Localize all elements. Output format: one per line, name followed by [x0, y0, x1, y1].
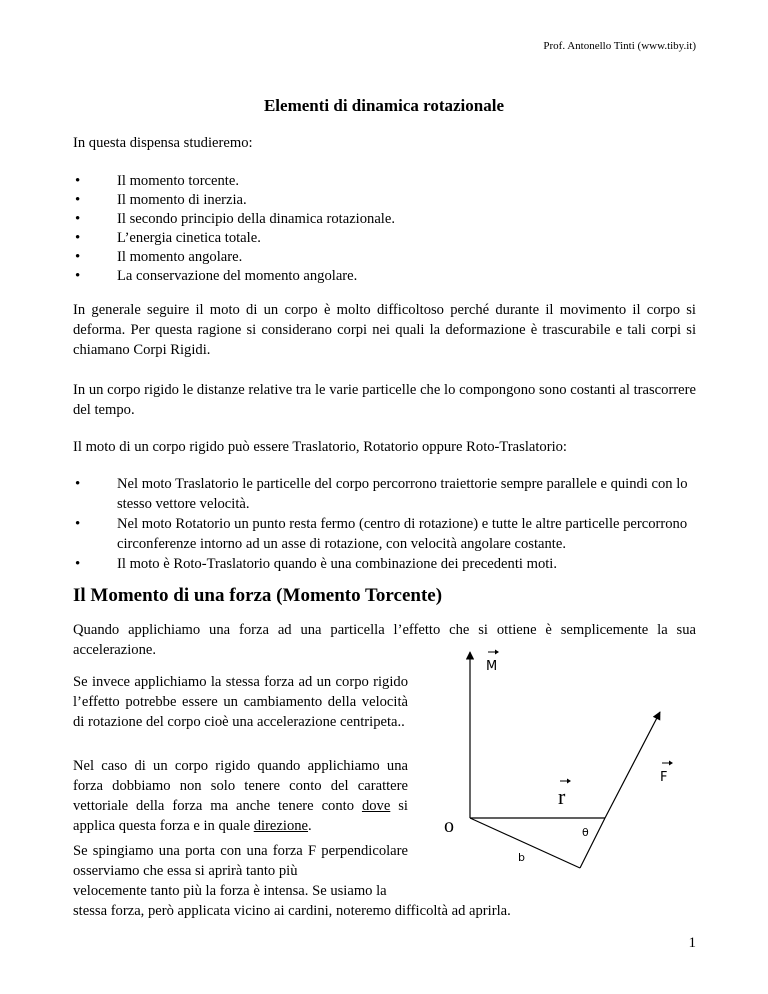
- topic-item: • L’energia cinetica totale.: [73, 229, 696, 248]
- paragraph-text: si applica questa forza e in quale: [73, 798, 408, 834]
- label-origin-O: o: [444, 815, 454, 837]
- section-title: Il Momento di una forza (Momento Torcente): [73, 585, 443, 606]
- section-paragraph-4-line-2: velocemente tanto più la forza è intensa. Se usiamo la: [73, 883, 387, 899]
- topic-item: • Il momento torcente.: [73, 172, 696, 191]
- vector-arrow-mark-F-head: [669, 761, 673, 766]
- rigid-definition-paragraph: In un corpo rigido le distanze relative tra le varie particelle che lo compongono sono costanti al trascorrere del tempo.: [73, 382, 696, 418]
- underlined-word-direzione: direzione: [253, 818, 309, 834]
- vector-arrow-mark-M-head: [495, 650, 499, 655]
- topic-item: • Il momento di inerzia.: [73, 191, 696, 210]
- section-paragraph-4-line-1: Se spingiamo una porta con una forza F perpendicolare osserviamo che essa si aprirà tanto più: [73, 843, 408, 879]
- topic-item: • Il momento angolare.: [73, 248, 696, 267]
- torque-vector-diagram: [440, 640, 710, 900]
- page-number: 1: [688, 935, 696, 951]
- document-title: Elementi di dinamica rotazionale: [263, 96, 505, 115]
- force-vector-line: [605, 712, 660, 818]
- vector-arrow-mark-r-head: [567, 779, 571, 784]
- section-paragraph-4-line-3: stessa forza, però applicata vicino ai cardini, noteremo difficoltà ad aprirla.: [73, 903, 511, 919]
- header-author-note: Prof. Antonello Tinti (www.tiby.it): [543, 40, 696, 52]
- motion-item-traslatorio: • Nel moto Traslatorio le particelle del corpo percorrono traiettorie sempre parallele e quindi con lo stesso vettore velocità.: [73, 474, 696, 514]
- intro-text: In questa dispensa studieremo:: [73, 135, 253, 151]
- lever-arm-line: [470, 818, 580, 868]
- motion-item-rototraslatorio: • Il moto è Roto-Traslatorio quando è una combinazione dei precedenti moti.: [73, 554, 696, 574]
- label-M: M: [486, 659, 498, 674]
- label-r: r: [558, 784, 566, 809]
- motion-types-paragraph: Il moto di un corpo rigido può essere Traslatorio, Rotatorio oppure Roto-Traslatorio:: [73, 439, 567, 455]
- underlined-word-dove: dove: [361, 798, 391, 814]
- motion-item-rotatorio: • Nel moto Rotatorio un punto resta fermo (centro di rotazione) e tutte le altre particelle percorrono circonferenze intorno ad un asse di rotazione, con velocità angolare costante.: [73, 514, 696, 554]
- label-F: F: [660, 770, 668, 785]
- paragraph-text: .: [308, 818, 312, 834]
- section-paragraph-2: Se invece applichiamo la stessa forza ad un corpo rigido l’effetto potrebbe essere un cambiamento della velocità di rotazione del corpo cioè una accelerazione centripeta..: [73, 674, 408, 730]
- topics-list: [73, 172, 696, 286]
- section-paragraph-3: [73, 756, 408, 836]
- rigid-intro-paragraph: In generale seguire il moto di un corpo è molto difficoltoso perché durante il movimento il corpo si deforma. Per questa ragione si considerano corpi nei quali la deformazione è trascurabile e tali corpi si chiamano Corpi Rigidi.: [73, 302, 696, 358]
- label-b: b: [518, 851, 525, 864]
- topic-item: • Il secondo principio della dinamica rotazionale.: [73, 210, 696, 229]
- motion-types-list: [73, 474, 696, 574]
- section-paragraph-1: Quando applichiamo una forza ad una particella l’effetto che si ottiene è semplicemente la sua accelerazione.: [73, 622, 696, 658]
- label-theta: θ: [582, 826, 589, 839]
- topic-item: • La conservazione del momento angolare.: [73, 267, 696, 286]
- paragraph-text: Nel caso di un corpo rigido quando applichiamo una forza dobbiamo non solo tenere conto del carattere vettoriale della forza ma anche tenere conto: [73, 758, 408, 814]
